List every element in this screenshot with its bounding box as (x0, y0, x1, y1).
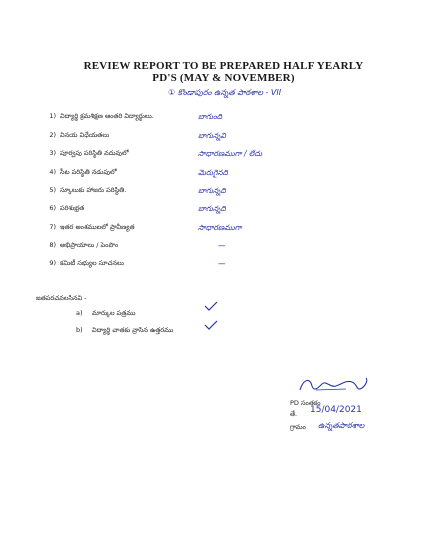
item-answer: బాగుంది (198, 112, 223, 121)
item-label: అభిప్రాయాలు / పెంపొం (60, 241, 119, 249)
item-number: 7) (49, 223, 56, 231)
item-number: 9) (49, 259, 56, 267)
item-label: సీట పరిస్థితి నడుపులో (60, 168, 117, 176)
item-label: పరిశుభ్రత (60, 204, 85, 212)
attachment-letter: b) (76, 326, 83, 334)
list-item (0, 259, 447, 271)
attachment-letter: a) (76, 309, 83, 317)
signature-icon (296, 374, 370, 396)
checkmark-icon (204, 301, 218, 311)
list-item (0, 149, 447, 161)
item-answer: బాగున్నవి (198, 131, 226, 140)
item-number: 5) (49, 186, 56, 194)
item-number: 2) (49, 131, 56, 139)
item-label: ఇతర అంశములలో ప్రావీణ్యత (60, 223, 135, 231)
list-item (0, 112, 447, 124)
place-value: ఉన్నతపాఠశాల (318, 421, 365, 430)
place-label: గ్రామం (290, 423, 306, 431)
report-title: REVIEW REPORT TO BE PREPARED HALF YEARLY (83, 60, 364, 72)
item-label: వినయ విధేయతలు (60, 131, 110, 139)
item-answer: — (218, 259, 226, 268)
item-number: 1) (49, 112, 56, 120)
item-label: పూర్వపు పరిస్థితి వదువులో (60, 149, 129, 157)
item-number: 8) (49, 241, 56, 249)
report-subtitle: PD'S (MAY & NOVEMBER) (152, 72, 295, 84)
item-answer: — (218, 241, 226, 250)
section-title: జతపరచవలసినవి - (36, 294, 87, 302)
list-item (0, 168, 447, 180)
signature-label: PD సంతకం (290, 399, 321, 407)
list-item (0, 223, 447, 235)
handwritten-header: ① కొండాపురం ఉన్నత పాఠశాల - VII (168, 88, 282, 97)
attachment-label: మార్కుల పత్రము (92, 309, 136, 317)
item-answer: బాగున్నది (198, 186, 226, 195)
list-item (0, 186, 447, 198)
item-answer: మెరుగైనది (198, 168, 228, 177)
list-item (0, 131, 447, 143)
item-label: కమిటీ సభ్యుల సూచనలు (60, 259, 124, 267)
item-number: 3) (49, 149, 56, 157)
list-item (0, 241, 447, 253)
item-number: 4) (49, 168, 56, 176)
item-number: 6) (49, 204, 56, 212)
item-answer: సాధారణముగా / లేదు (198, 149, 263, 158)
item-answer: బాగున్నది (198, 204, 226, 213)
list-item (0, 204, 447, 216)
date-value: 15/04/2021 (310, 405, 362, 415)
attachment-item (0, 309, 447, 321)
item-label: స్కూలుకు హాజరు పరిస్థితి. (60, 186, 127, 194)
attachment-label: విద్యార్థి చాతకు వ్రాసిన ఉత్తరము (92, 326, 174, 334)
checkmark-icon (204, 320, 218, 330)
date-label: తే. (290, 410, 298, 418)
item-answer: సాధారణముగా (198, 223, 242, 232)
item-label: విద్యార్థి క్రమశిక్షణ ఆంతరి విద్యార్థులు. (60, 112, 154, 120)
attachment-item (0, 326, 447, 338)
